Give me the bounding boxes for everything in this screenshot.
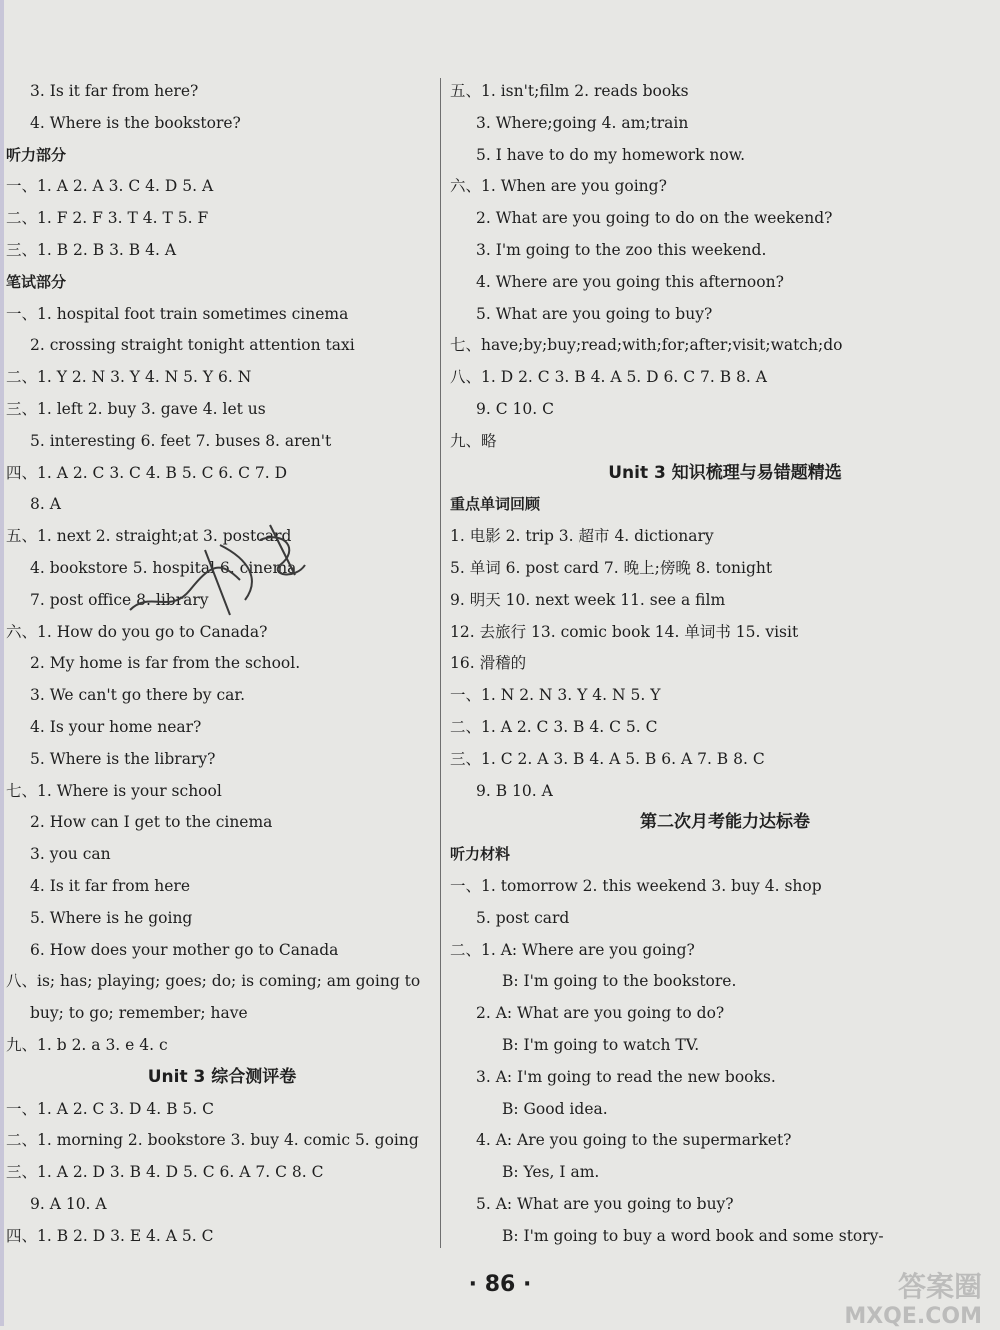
answer-line: 一、1. N 2. N 3. Y 4. N 5. Y	[450, 686, 661, 705]
answer-line: 3. Where;going 4. am;train	[476, 113, 689, 132]
answer-line: 4. Is it far from here	[30, 876, 190, 895]
answer-line: 9. C 10. C	[476, 399, 554, 418]
answer-line: 二、1. A 2. C 3. B 4. C 5. C	[450, 717, 658, 736]
section-heading: 笔试部分	[6, 272, 67, 291]
answer-line: 4. bookstore 5. hospital 6. cinema	[30, 558, 297, 577]
answer-line: 3. We can't go there by car.	[30, 686, 246, 705]
answer-line: 一、1. A 2. A 3. C 4. D 5. A	[6, 177, 214, 196]
answer-line: 3. Is it far from here?	[30, 82, 199, 100]
answer-line: 三、1. left 2. buy 3. gave 4. let us	[6, 399, 266, 418]
answer-line: 5. post card	[476, 908, 570, 927]
answer-line: 5. interesting 6. feet 7. buses 8. aren't	[30, 431, 332, 450]
answer-line: 八、is; has; playing; goes; do; is coming; am going to	[6, 972, 421, 991]
answer-line: 六、1. When are you going?	[450, 177, 667, 196]
section-heading: 听力材料	[450, 845, 511, 864]
answer-line: 三、1. B 2. B 3. B 4. A	[6, 240, 177, 259]
answer-line: 五、1. next 2. straight;at 3. postcard	[6, 527, 292, 546]
answer-line: 二、1. F 2. F 3. T 4. T 5. F	[6, 209, 209, 228]
answer-line: 三、1. C 2. A 3. B 4. A 5. B 6. A 7. B 8. C	[450, 749, 765, 768]
answer-line: 5. Where is the library?	[30, 749, 216, 768]
scribble-drawing	[110, 520, 330, 630]
unit-title: Unit 3 知识梳理与易错题精选	[608, 462, 842, 483]
watermark-logo	[844, 1270, 982, 1330]
answer-line: 16. 滑稽的	[450, 654, 527, 673]
answer-line: 七、have;by;buy;read;with;for;after;visit;watch;do	[450, 336, 843, 355]
answer-line: 5. I have to do my homework now.	[476, 145, 746, 164]
answer-line: B: I'm going to the bookstore.	[502, 972, 737, 991]
answer-line: B: I'm going to buy a word book and some story-	[502, 1226, 884, 1245]
answer-line: 5. Where is he going	[30, 908, 193, 927]
watermark-line1: 答案圈	[897, 1270, 982, 1303]
answer-line: 6. How does your mother go to Canada	[30, 940, 339, 959]
answer-line: 9. 明天 10. next week 11. see a film	[450, 590, 726, 609]
right-column	[444, 76, 1000, 1252]
answer-line: 二、1. A: Where are you going?	[450, 940, 695, 959]
answer-line: 六、1. How do you go to Canada?	[6, 622, 268, 641]
answer-line: 3. I'm going to the zoo this weekend.	[476, 240, 767, 259]
answer-line: 2. My home is far from the school.	[30, 654, 301, 673]
section-heading: 重点单词回顾	[450, 495, 541, 514]
answer-line: B: Good idea.	[502, 1099, 608, 1118]
handwritten-scribble	[110, 520, 330, 630]
answer-line: 7. post office 8. library	[30, 590, 209, 609]
answer-line: 3. A: I'm going to read the new books.	[476, 1067, 776, 1086]
answer-line: 一、1. A 2. C 3. D 4. B 5. C	[6, 1099, 215, 1118]
answer-line: 12. 去旅行 13. comic book 14. 单词书 15. visit	[450, 622, 799, 641]
answer-line: B: I'm going to watch TV.	[502, 1035, 700, 1054]
answer-line: 七、1. Where is your school	[6, 781, 222, 800]
answer-line: B: Yes, I am.	[502, 1163, 600, 1182]
answer-line: 二、1. Y 2. N 3. Y 4. N 5. Y 6. N	[6, 368, 252, 387]
answer-line: 4. Is your home near?	[30, 717, 202, 736]
section-heading: 听力部分	[6, 145, 67, 164]
answer-line: 3. you can	[30, 845, 111, 864]
answer-line: 9. B 10. A	[476, 781, 553, 800]
watermark-line2: MXQE.COM	[844, 1303, 982, 1329]
answer-line: 9. A 10. A	[30, 1194, 107, 1213]
answer-line: 三、1. A 2. D 3. B 4. D 5. C 6. A 7. C 8. C	[6, 1163, 324, 1182]
answer-line: 2. How can I get to the cinema	[30, 813, 273, 832]
left-column	[0, 76, 438, 1252]
unit-title: Unit 3 综合测评卷	[147, 1066, 297, 1087]
answer-line: 一、1. hospital foot train sometimes cinema	[6, 304, 349, 323]
answer-line: 四、1. A 2. C 3. C 4. B 5. C 6. C 7. D	[6, 463, 288, 482]
answer-line: 5. A: What are you going to buy?	[476, 1194, 734, 1213]
answer-line: 八、1. D 2. C 3. B 4. A 5. D 6. C 7. B 8. A	[450, 368, 767, 387]
page-number: · 86 ·	[468, 1272, 532, 1297]
answer-line: 5. 单词 6. post card 7. 晚上;傍晚 8. tonight	[450, 558, 773, 577]
answer-line: 4. Where is the bookstore?	[30, 113, 241, 132]
answer-line: 2. A: What are you going to do?	[476, 1004, 725, 1023]
answer-line: 2. crossing straight tonight attention taxi	[30, 336, 355, 355]
answer-line: 五、1. isn't;film 2. reads books	[450, 82, 689, 100]
answer-line: 8. A	[30, 495, 61, 514]
answer-line: 九、1. b 2. a 3. e 4. c	[6, 1035, 168, 1054]
answer-line: 1. 电影 2. trip 3. 超市 4. dictionary	[450, 527, 714, 546]
answer-line: 二、1. morning 2. bookstore 3. buy 4. comic 5. going	[6, 1131, 419, 1150]
answer-line: 4. Where are you going this afternoon?	[476, 272, 784, 291]
answer-line: 5. What are you going to buy?	[476, 304, 713, 323]
answer-line: 四、1. B 2. D 3. E 4. A 5. C	[6, 1226, 214, 1245]
answer-line: 九、略	[450, 431, 497, 450]
answer-line: 4. A: Are you going to the supermarket?	[476, 1131, 792, 1150]
answer-line: 2. What are you going to do on the weekend?	[476, 209, 833, 228]
column-divider	[440, 78, 441, 1248]
answer-line: 一、1. tomorrow 2. this weekend 3. buy 4. shop	[450, 876, 822, 895]
answer-line: buy; to go; remember; have	[30, 1004, 248, 1023]
unit-title: 第二次月考能力达标卷	[640, 812, 810, 833]
